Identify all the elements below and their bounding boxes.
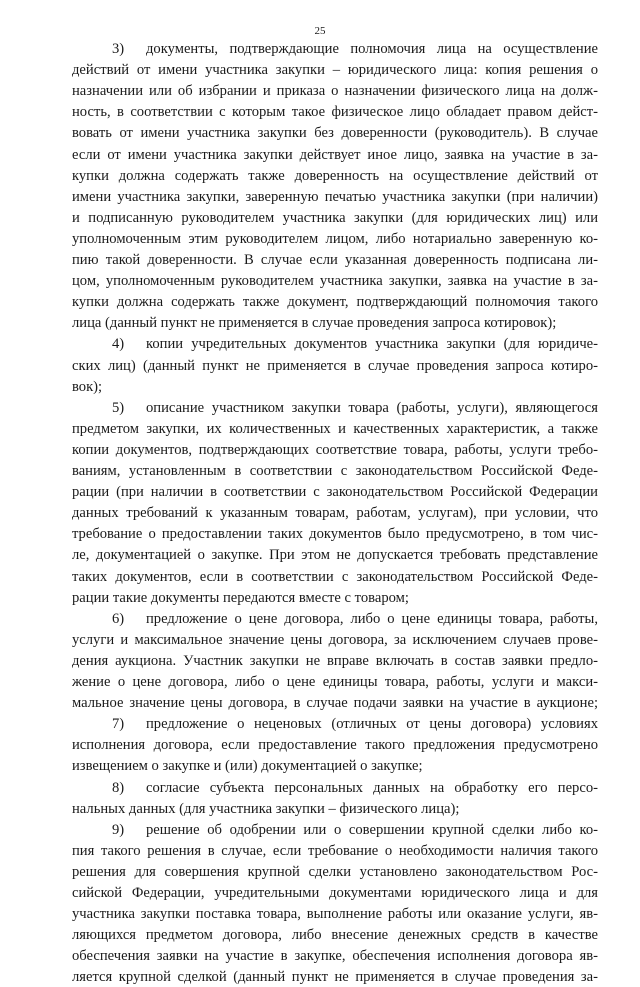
list-item-number: 5) (112, 399, 125, 416)
text-line (72, 356, 598, 376)
list-item-start-line (72, 714, 598, 734)
text-line-content: обеспечения заявки на участие в закупке, обеспечения исполнения договора яв- (72, 948, 598, 965)
text-line-content: участника закупки поставка товара, выполнение работы или оказание услуги, яв- (72, 906, 598, 923)
text-line-content: пию такой доверенности. В случае если указанная доверенность подписана ли- (72, 252, 598, 268)
text-line-content: ляется крупной сделкой (данный пункт не применяется в случае проведения за- (72, 969, 598, 986)
list-item-number: 9) (112, 821, 125, 838)
text-line (72, 946, 598, 966)
text-line-content: услуги и максимальное значение цены договора, за исключением случаев прове- (72, 631, 598, 648)
list-item-start-line (72, 334, 598, 354)
text-line (72, 123, 598, 143)
text-line-content: копии учредительных документов участника закупки (для юридиче- (146, 336, 598, 353)
text-line (72, 60, 598, 80)
text-line-content: рации такие документы передаются вместе с товаром; (72, 589, 409, 606)
text-line-content: извещением о закупке и (или) документацией о закупке; (72, 758, 423, 775)
text-line-content: исполнения договора, если предоставление такого предложения предусмотрено (72, 737, 598, 754)
list-item-number: 8) (112, 779, 125, 796)
list-item-number: 7) (112, 716, 125, 733)
text-line-content: жение о цене договора, либо о цене единицы товара, работы, услуги и макси- (72, 674, 598, 690)
text-line-content: предложение о цене договора, либо о цене единицы товара, работы, (146, 610, 598, 627)
list-item-start-line (72, 778, 598, 798)
text-line-content: данных требований к указанным товарам, работам, услугам), при условии, что (72, 505, 598, 522)
text-line-content: вовать от имени участника закупки без доверенности (руководитель). В случае (72, 125, 598, 142)
text-line (72, 81, 598, 101)
text-line (72, 672, 598, 692)
page-number: 25 (314, 25, 326, 37)
text-line-content: ских лиц) (данный пункт не применяется в случае проведения запроса котиро- (72, 357, 598, 374)
text-line-content: ность, в соответствии с которым такое физическое лицо обладает правом дейст- (72, 104, 598, 121)
text-line (72, 841, 598, 861)
text-line (72, 904, 598, 924)
text-line-content: сийской Федерации, учредительными документами юридического лица и для (72, 885, 598, 901)
text-line (72, 567, 598, 587)
text-line-content: имени участника закупки, заверенную печатью участника закупки (при наличии) (72, 188, 598, 205)
list-item-start-line (72, 609, 598, 629)
text-line (72, 925, 598, 945)
text-line (72, 482, 598, 502)
text-line-content: и подписанную руководителем участника закупки (для юридических лиц) или (72, 209, 598, 226)
text-line (72, 461, 598, 481)
text-line-content: таких документов, если в соответствии с законодательством Российской Феде- (72, 568, 598, 585)
text-line (72, 693, 598, 713)
text-line-content: уполномоченным этим руководителем лицом, либо нотариально заверенную ко- (72, 230, 598, 247)
text-line-content: рации (при наличии в соответствии с законодательством Российской Федерации (72, 484, 598, 501)
text-line (72, 440, 598, 460)
text-line (72, 145, 598, 165)
text-line-content: предметом закупки, их количественных и качественных характеристик, а также (72, 420, 598, 437)
text-line-content: назначении или об избрании и приказа о назначении физического лица на долж- (72, 83, 598, 100)
list-item-number: 3) (112, 41, 125, 57)
text-line (72, 862, 598, 882)
text-line-content: мальное значение цены договора, в случае подачи заявки на участие в аукционе; (72, 695, 598, 712)
text-line (72, 883, 598, 903)
text-line (72, 271, 598, 291)
list-item-start-line (72, 39, 598, 59)
text-line (72, 756, 598, 776)
text-line-content: вок); (72, 378, 103, 395)
text-line (72, 545, 598, 565)
text-line-content: купки должна содержать также доверенность на осуществление действий от (72, 167, 598, 184)
text-line (72, 630, 598, 650)
text-line-content: требование о предоставлении таких документов было предусмотрено, в том чис- (72, 526, 598, 543)
text-line (72, 313, 598, 333)
text-line (72, 166, 598, 186)
text-line (72, 735, 598, 755)
text-line-content: документы, подтверждающие полномочия лица на осуществление (146, 41, 598, 57)
text-line-content: описание участником закупки товара (работы, услуги), являющегося (146, 399, 598, 416)
text-line-content: ле, документацией о закупке. При этом не допускается требовать представление (72, 547, 598, 564)
text-line-content: дения аукциона. Участник закупки не вправе включать в состав заявки предло- (72, 652, 598, 669)
text-line-content: лица (данный пункт не применяется в случае проведения запроса котировок); (72, 315, 557, 332)
text-line (72, 229, 598, 249)
text-line (72, 187, 598, 207)
text-line (72, 588, 598, 608)
text-line (72, 292, 598, 312)
text-line (72, 377, 598, 397)
list-item-number: 6) (112, 610, 125, 627)
text-line-content: нальных данных (для участника закупки – физического лица); (72, 800, 460, 817)
text-line (72, 524, 598, 544)
text-line-content: ляющихся предметом договора, либо внесение денежных средств в качестве (72, 927, 598, 944)
list-item-start-line (72, 398, 598, 418)
text-line (72, 503, 598, 523)
text-line-content: пия такого решения в случае, если требование о необходимости наличия такого (72, 842, 598, 859)
text-line-content: решение об одобрении или о совершении крупной сделки либо ко- (146, 821, 598, 838)
text-line-content: согласие субъекта персональных данных на обработку его персо- (146, 779, 598, 796)
text-line-content: копии документов, подтверждающих соответствие товара, работы, услуги требо- (72, 441, 598, 458)
text-line (72, 799, 598, 819)
text-line-content: цом, уполномоченным руководителем участника закупки, заявка на участие в за- (72, 273, 598, 290)
text-line-content: решения для совершения крупной сделки установлено законодательством Рос- (72, 863, 598, 880)
list-item-start-line (72, 820, 598, 840)
text-line-content: купки должна содержать также документ, подтверждающий полномочия такого (72, 294, 598, 311)
text-line (72, 967, 598, 987)
text-line-content: действий от имени участника закупки – юридического лица: копия решения о (72, 62, 598, 79)
text-line-content: ваниям, установленным в соответствии с законодательством Российской Феде- (72, 463, 598, 479)
text-line-content: если от имени участника закупки действует иное лицо, заявка на участие в за- (72, 146, 598, 163)
text-line (72, 250, 598, 270)
text-line (72, 102, 598, 122)
text-line (72, 651, 598, 671)
text-line-content: предложение о неценовых (отличных от цены договора) условиях (146, 716, 598, 733)
text-line (72, 208, 598, 228)
text-line (72, 419, 598, 439)
list-item-number: 4) (112, 336, 125, 353)
